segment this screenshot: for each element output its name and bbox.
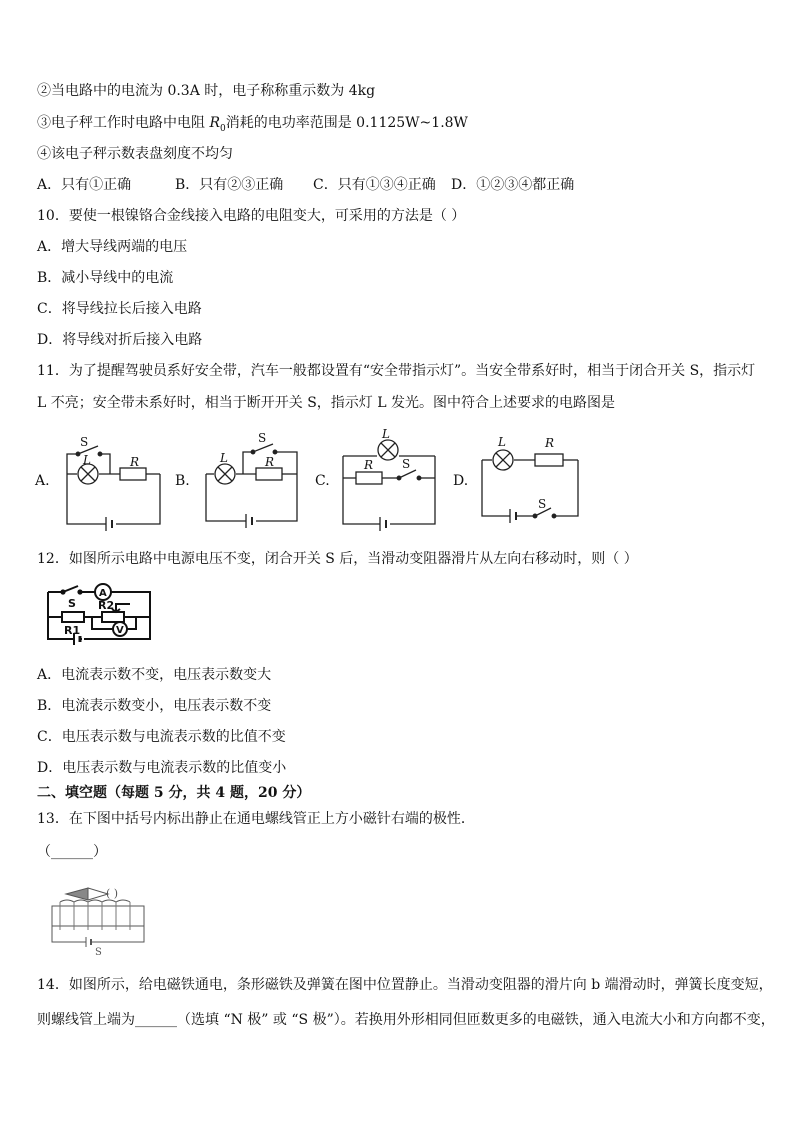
switch-icon	[399, 470, 416, 478]
q13-answer-blank[interactable]: （______）	[37, 844, 107, 860]
svg-text:R: R	[545, 436, 555, 450]
resistor-r2-icon	[102, 612, 124, 622]
q12-option-d[interactable]: D．电压表示数与电流表示数的比值变小	[37, 760, 287, 776]
switch-icon	[253, 444, 273, 452]
q12-option-c[interactable]: C．电压表示数与电流表示数的比值不变	[37, 729, 286, 745]
compass-needle-right	[88, 888, 108, 900]
svg-text:R1: R1	[64, 624, 81, 637]
question-11-line-1: 11．为了提醒驾驶员系好安全带，汽车一般都设置有“安全带指示灯”。当安全带系好时，相当于闭合开关 S，指示灯	[37, 363, 756, 379]
svg-text:S: S	[80, 435, 89, 449]
svg-text:S: S	[538, 497, 547, 511]
resistor-icon	[356, 472, 382, 484]
svg-text:S: S	[95, 947, 102, 958]
circuit-a[interactable]	[34, 435, 160, 531]
circuit-d[interactable]	[453, 435, 578, 523]
statement-4: ④该电子秤示数表盘刻度不均匀	[37, 146, 233, 162]
resistor-icon	[256, 468, 282, 480]
question-14-line-1: 14．如图所示，给电磁铁通电，条形磁铁及弹簧在图中位置静止。当滑动变阻器的滑片向 b 端滑动时，弹簧长度变短，	[37, 977, 773, 993]
circuit-a-label: A.	[35, 473, 50, 489]
circuit-b[interactable]	[175, 431, 297, 528]
svg-text:A: A	[99, 588, 107, 599]
svg-text:R2: R2	[98, 599, 115, 612]
q9-option-a[interactable]: A．只有①正确	[37, 177, 132, 193]
q11-circuit-figures	[30, 428, 750, 538]
resistor-icon	[535, 454, 563, 466]
q9-option-c[interactable]: C．只有①③④正确	[313, 177, 436, 193]
circuit-d-label: D.	[453, 473, 469, 489]
svg-text:L: L	[83, 453, 91, 467]
q9-option-b[interactable]: B．只有②③正确	[175, 177, 284, 193]
svg-text:S: S	[68, 597, 76, 610]
q12-circuit-figure	[40, 582, 160, 650]
resistor-icon	[120, 468, 146, 480]
svg-text:R: R	[265, 455, 275, 469]
question-12: 12．如图所示电路中电源电压不变，闭合开关 S 后，当滑动变阻器滑片从左向右移动时，则（ ）	[37, 551, 638, 567]
q10-option-c[interactable]: C．将导线拉长后接入电路	[37, 301, 202, 317]
question-11-line-2: L 不亮；安全带未系好时，相当于断开开关 S，指示灯 L 发光。图中符合上述要求的电路图是	[37, 395, 615, 411]
q10-option-a[interactable]: A．增大导线两端的电压	[37, 239, 188, 255]
svg-text:R: R	[130, 455, 140, 469]
statement-2: ②当电路中的电流为 0.3A 时，电子称称重示数为 4kg	[37, 83, 376, 99]
svg-text:L: L	[498, 435, 506, 449]
circuit-c[interactable]	[315, 427, 435, 531]
svg-text:R: R	[364, 458, 374, 472]
question-13: 13．在下图中括号内标出静止在通电螺线管正上方小磁针右端的极性．	[37, 811, 475, 827]
svg-text:S: S	[402, 457, 411, 471]
switch-icon	[63, 586, 78, 592]
circuit-c-label: C.	[315, 473, 330, 489]
svg-text:L: L	[382, 427, 390, 441]
q10-option-b[interactable]: B．减小导线中的电流	[37, 270, 174, 286]
section-2-heading: 二、填空题（每题 5 分，共 4 题，20 分）	[37, 785, 311, 801]
compass-needle-left	[66, 888, 88, 900]
resistor-r1-icon	[62, 612, 84, 622]
q13-solenoid-figure	[44, 882, 154, 958]
svg-text:V: V	[116, 625, 124, 636]
q9-option-d[interactable]: D．①②③④都正确	[451, 177, 575, 193]
circuit-b-label: B.	[175, 473, 190, 489]
q12-option-b[interactable]: B．电流表示数变小，电压表示数不变	[37, 698, 272, 714]
question-14-line-2: 则螺线管上端为______（选填 “N 极” 或 “S 极”）。若换用外形相同但匝数更多的电磁铁，通入电流大小和方向都不变，	[37, 1012, 775, 1028]
svg-text:S: S	[258, 431, 267, 445]
question-10: 10．要使一根镍铬合金线接入电路的电阻变大，可采用的方法是（ ）	[37, 208, 466, 224]
q10-option-d[interactable]: D．将导线对折后接入电路	[37, 332, 203, 348]
statement-3: ③电子秤工作时电路中电阻 $R_0$消耗的电功率范围是 0.1125W~1.8W	[37, 115, 468, 134]
q12-option-a[interactable]: A．电流表示数不变，电压表示数变大	[37, 667, 272, 683]
q13-needle-bracket: ( )	[106, 887, 119, 900]
svg-text:L: L	[220, 451, 228, 465]
